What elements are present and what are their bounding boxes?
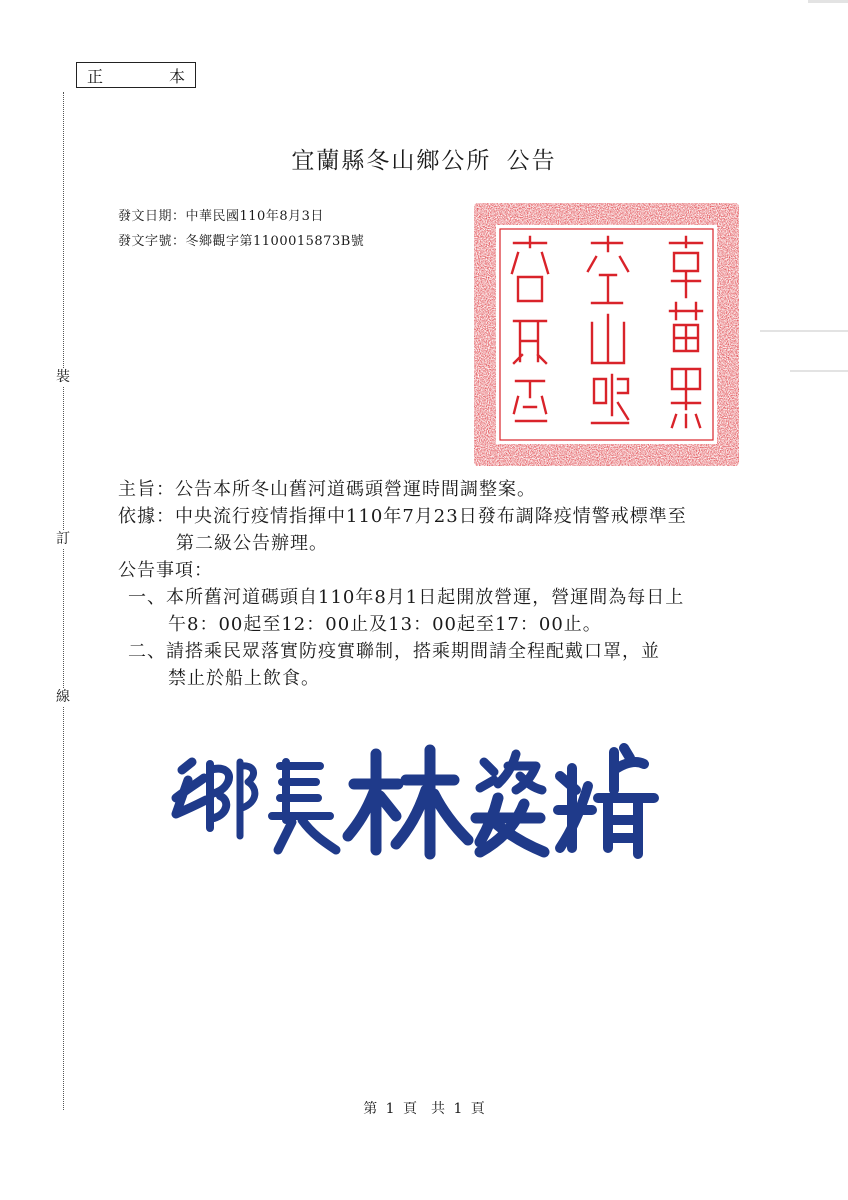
notice-item-1-text-1: 本所舊河道碼頭自110年8月1日起開放營運，營運間為每日上 (166, 587, 685, 608)
copy-label-right: 本 (168, 66, 185, 86)
basis-label: 依據： (118, 506, 175, 527)
scan-artifact (808, 0, 848, 3)
binding-dotted-line (63, 92, 64, 1110)
scan-artifact (790, 370, 848, 372)
official-seal (474, 203, 739, 466)
issue-date-label: 發文日期： (118, 209, 186, 224)
scan-artifact (760, 330, 848, 332)
binding-char-ding: 訂 (56, 531, 70, 547)
document-number-row (118, 230, 364, 249)
basis-line-2: 第二級公告辦理。 (176, 533, 328, 554)
notice-item-1-number: 一、 (128, 587, 166, 608)
notice-item-2-number: 二、 (128, 641, 166, 662)
notice-items-label: 公告事項： (118, 560, 213, 581)
issue-date-value: 中華民國110年8月3日 (185, 209, 324, 224)
notice-item-2 (128, 638, 660, 665)
subject-label: 主旨： (118, 479, 175, 500)
basis-line-1 (118, 503, 687, 530)
notice-item-1-text-2: 午8：00起至12：00止及13：00起至17：00止。 (168, 614, 602, 635)
notice-item-1 (128, 584, 684, 611)
mayor-signature (168, 740, 688, 870)
document-number-label: 發文字號： (118, 234, 186, 249)
binding-char-xian: 線 (56, 689, 70, 705)
binding-char-zhuang: 裝 (56, 369, 70, 385)
copy-label-left: 正 (87, 66, 104, 86)
notice-item-2-text-2: 禁止於船上飲食。 (168, 668, 320, 689)
copy-label-box (76, 62, 196, 88)
notice-item-2-text-1: 請搭乘民眾落實防疫實聯制，搭乘期間請全程配戴口罩，並 (166, 641, 660, 662)
page-number: 第 1 頁 共 1 頁 (363, 1101, 485, 1117)
document-title: 宜蘭縣冬山鄉公所 公告 (291, 148, 557, 174)
issue-date-row (118, 205, 324, 224)
subject-text: 公告本所冬山舊河道碼頭營運時間調整案。 (175, 479, 536, 500)
basis-text-1: 中央流行疫情指揮中110年7月23日發布調降疫情警戒標準至 (175, 506, 687, 527)
subject-line (118, 476, 536, 503)
document-number-value: 冬鄉觀字第1100015873B號 (185, 234, 365, 249)
